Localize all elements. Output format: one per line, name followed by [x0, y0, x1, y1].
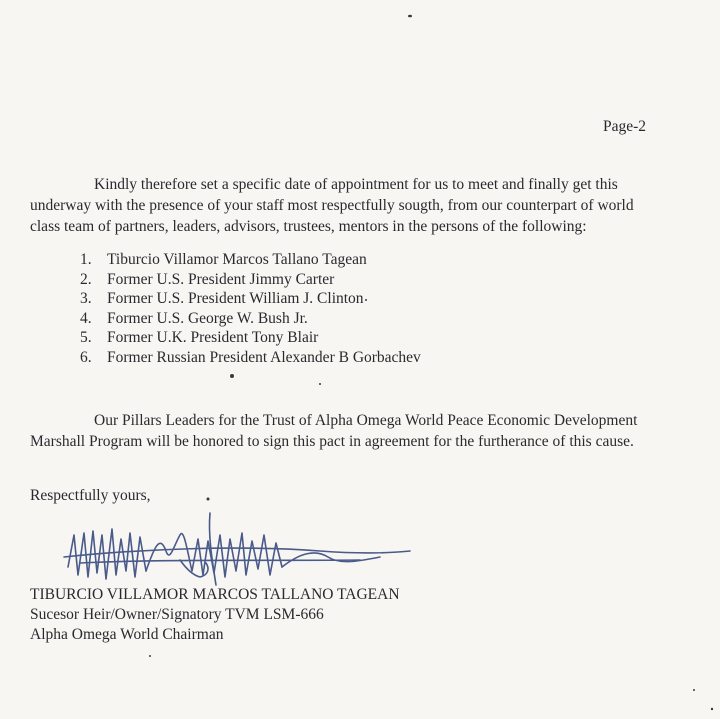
list-item-text: Former U.S. President William J. Clinton — [107, 290, 364, 308]
list-item-number: 6. — [80, 348, 92, 366]
intro-line-2: underway with the presence of your staff most respectfully sougth, from our counterpart of world — [30, 197, 634, 214]
list-item-text: Former U.K. President Tony Blair — [107, 329, 319, 347]
list-item-number: 1. — [80, 251, 92, 268]
signatory-title: Sucesor Heir/Owner/Signatory TVM LSM-666 — [30, 606, 324, 623]
signatory-name: TIBURCIO VILLAMOR MARCOS TALLANO TAGEAN — [30, 586, 400, 603]
page-number: Page-2 — [603, 118, 647, 135]
pillars-line-2: Marshall Program will be honored to sign this pact in agreement for the furtherance of this cause. — [30, 433, 634, 450]
signature-block — [30, 585, 400, 645]
pillars-line-1: Our Pillars Leaders for the Trust of Alpha Omega World Peace Economic Development — [94, 412, 638, 429]
list-item — [80, 348, 421, 368]
intro-line-1: Kindly therefore set a specific date of appointment for us to meet and finally get this — [94, 176, 618, 193]
list-item — [80, 289, 421, 309]
list-item-number: 2. — [80, 270, 92, 288]
list-item-text: Tiburcio Villamor Marcos Tallano Tagean — [107, 251, 367, 268]
list-item-text: Former U.S. George W. Bush Jr. — [107, 309, 308, 327]
signatory-role: Alpha Omega World Chairman — [30, 626, 224, 643]
list-item-number: 4. — [80, 309, 92, 327]
list-item-number: 3. — [80, 290, 92, 308]
persons-list — [80, 250, 421, 368]
intro-line-3: class team of partners, leaders, advisors, trustees, mentors in the persons of the following: — [30, 218, 587, 235]
intro-paragraph — [30, 174, 718, 237]
list-item-text: Former U.S. President Jimmy Carter — [107, 270, 335, 288]
list-item — [80, 309, 421, 329]
pillars-paragraph — [30, 410, 718, 452]
list-item — [80, 250, 421, 270]
list-item — [80, 270, 421, 290]
closing-salutation: Respectfully yours, — [30, 487, 151, 504]
list-item — [80, 328, 421, 348]
list-item-number: 5. — [80, 329, 92, 347]
list-item-text: Former Russian President Alexander B Gorbachev — [107, 348, 421, 366]
